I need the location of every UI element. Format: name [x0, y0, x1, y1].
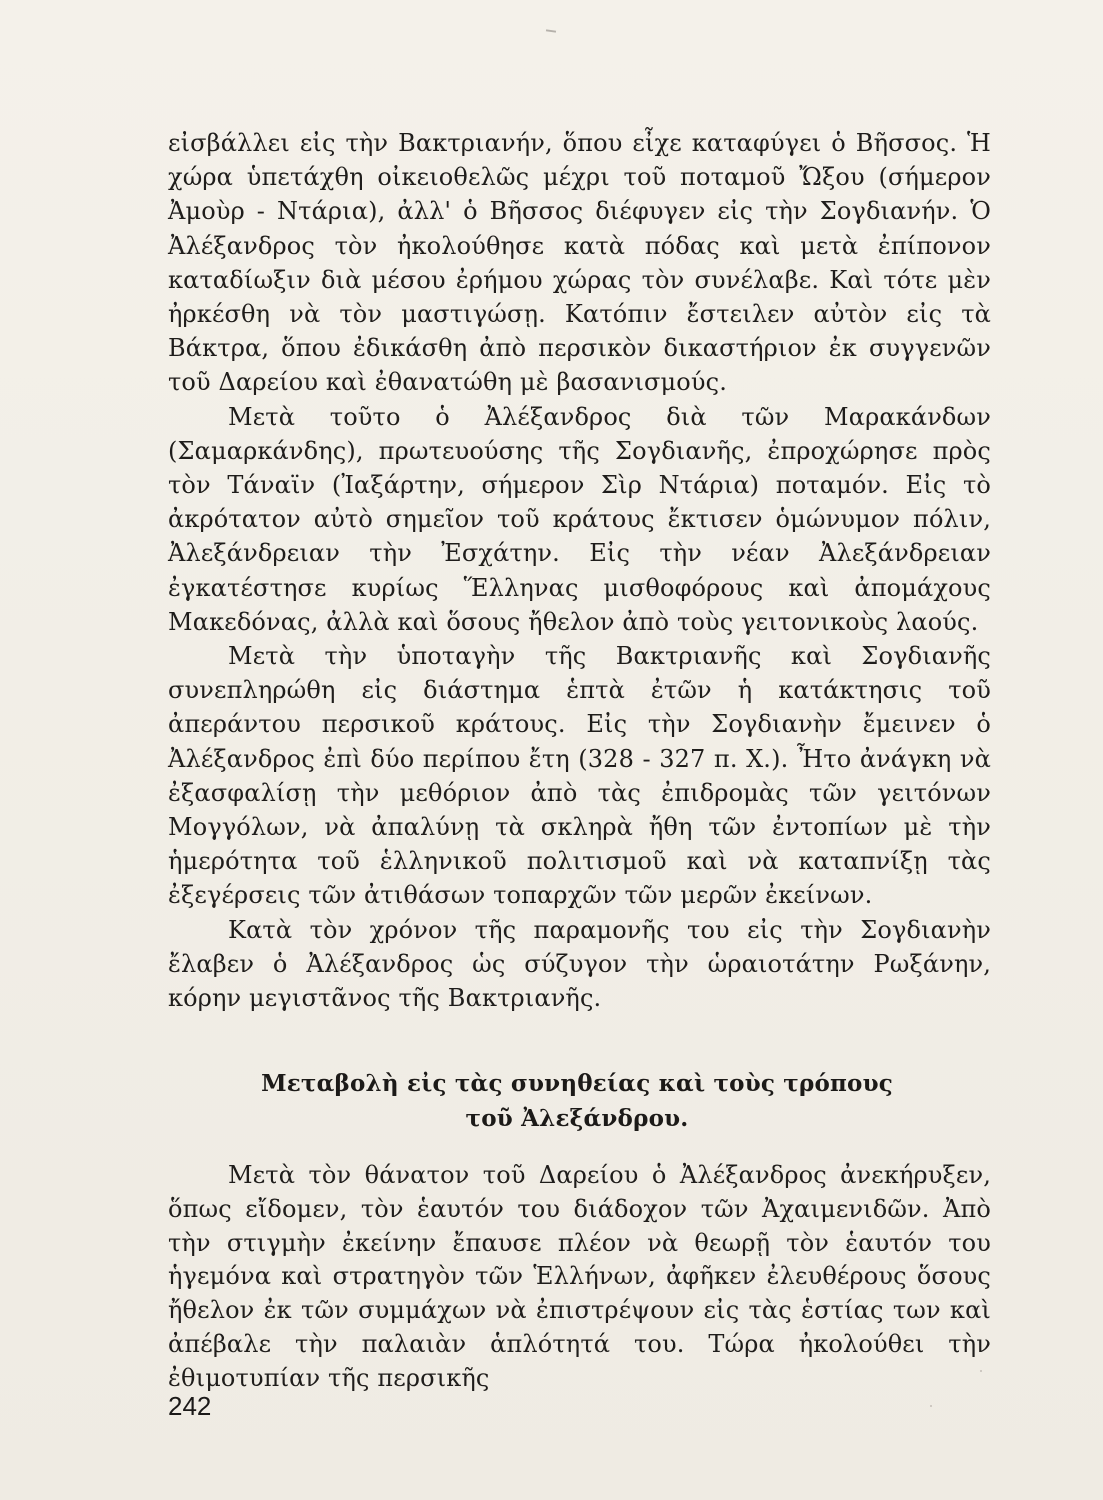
paragraph-bessus: εἰσβάλλει εἰς τὴν Βακτριανήν, ὅπου εἶχε καταφύγει ὁ Βῆσσος. Ἡ χώρα ὑπετάχθη οἰκειοθελῶς μέχρι τοῦ ποταμοῦ Ὤξου (σήμερον Ἀμοὺρ - Ντάρια), ἀλλ' ὁ Βῆσσος διέφυγεν εἰς τὴν Σογδιανήν. Ὁ Ἀλέξανδρος τὸν ἠκολούθησε κατὰ πόδας καὶ μετὰ ἐπίπονον καταδίωξιν διὰ μέσου ἐρήμου χώρας τὸν συνέλαβε. Καὶ τότε μὲν ἠρκέσθη νὰ τὸν μαστιγώσῃ. Κατόπιν ἔστειλεν αὐτὸν εἰς τὰ Βάκτρα, ὅπου ἐδικάσθη ἀπὸ περσικὸν δικαστήριον ἐκ συγγενῶν τοῦ Δαρείου καὶ ἐθανατώθη μὲ βασανισμούς. — [168, 129, 991, 397]
paper-speck — [972, 1308, 974, 1310]
section-title-line-1: Μεταβολὴ εἰς τὰς συνηθείας καὶ τοὺς τρόπους — [261, 1070, 893, 1097]
page-number: 242 — [168, 1391, 212, 1421]
print-mark — [546, 29, 556, 32]
paragraph-sogdiana: Μετὰ τὴν ὑποταγὴν τῆς Βακτριανῆς καὶ Σογδιανῆς συνεπληρώθη εἰς διάστημα ἑπτὰ ἐτῶν ἡ κατάκτησις τοῦ ἀπεράντου περσικοῦ κράτους. Εἰς τὴν Σογδιανὴν ἔμεινεν ὁ Ἀλέξανδρος ἐπὶ δύο περίπου ἔτη (328 - 327 π. Χ.). Ἦτο ἀνάγκη νὰ ἐξασφαλίσῃ τὴν μεθόριον ἀπὸ τὰς ἐπιδρομὰς τῶν γειτόνων Μογγόλων, νὰ ἀπαλύνῃ τὰ σκληρὰ ἤθη τῶν ἐντοπίων μὲ τὴν ἡμερότητα τοῦ ἑλληνικοῦ πολιτισμοῦ καὶ νὰ καταπνίξῃ τὰς ἐξεγέρσεις τῶν ἀτιθάσων τοπαρχῶν τῶν μερῶν ἐκείνων. — [168, 642, 991, 910]
continued-text — [168, 1159, 991, 1396]
section-title — [182, 1066, 972, 1136]
paragraph-roxane: Κατὰ τὸν χρόνον τῆς παραμονῆς του εἰς τὴν Σογδιανὴν ἔλαβεν ὁ Ἀλέξανδρος ὡς σύζυγον τὴν ὡραιοτάτην Ρωξάνην, κόρην μεγιστᾶνος τῆς Βακτριανῆς. — [168, 915, 991, 1013]
main-text — [168, 126, 991, 1015]
paragraph-tanais: Μετὰ τοῦτο ὁ Ἀλέξανδρος διὰ τῶν Μαρακάνδων (Σαμαρκάνδης), πρωτευούσης τῆς Σογδιανῆς, ἐπροχώρησε πρὸς τὸν Τάναϊν (Ἰαξάρτην, σήμερον Σὶρ Ντάρια) ποταμόν. Εἰς τὸ ἀκρότατον αὐτὸ σημεῖον τοῦ κράτους ἔκτισεν ὁμώνυμον πόλιν, Ἀλεξάνδρειαν τὴν Ἐσχάτην. Εἰς τὴν νέαν Ἀλεξάνδρειαν ἐγκατέστησε κυρίως Ἕλληνας μισθοφόρους καὶ ἀπομάχους Μακεδόνας, ἀλλὰ καὶ ὅσους ἤθελον ἀπὸ τοὺς γειτονικοὺς λαούς. — [168, 402, 991, 636]
section-title-line-2: τοῦ Ἀλεξάνδρου. — [465, 1105, 689, 1132]
paragraph-customs: Μετὰ τὸν θάνατον τοῦ Δαρείου ὁ Ἀλέξανδρος ἀνεκήρυξεν, ὅπως εἴδομεν, τὸν ἑαυτόν του διάδοχον τῶν Ἀχαιμενιδῶν. Ἀπὸ τὴν στιγμὴν ἐκείνην ἔπαυσε πλέον νὰ θεωρῇ τὸν ἑαυτόν του ἡγεμόνα καὶ στρατηγὸν τῶν Ἑλλήνων, ἀφῆκεν ἐλευθέρους ὅσους ἤθελον ἐκ τῶν συμμάχων νὰ ἐπιστρέψουν εἰς τὰς ἑστίας των καὶ ἀπέβαλε τὴν παλαιὰν ἁπλότητά του. Τώρα ἠκολούθει τὴν ἐθιμοτυπίαν τῆς περσικῆς — [168, 1161, 991, 1392]
paper-speck — [930, 1405, 932, 1407]
paper-speck — [980, 1370, 982, 1372]
